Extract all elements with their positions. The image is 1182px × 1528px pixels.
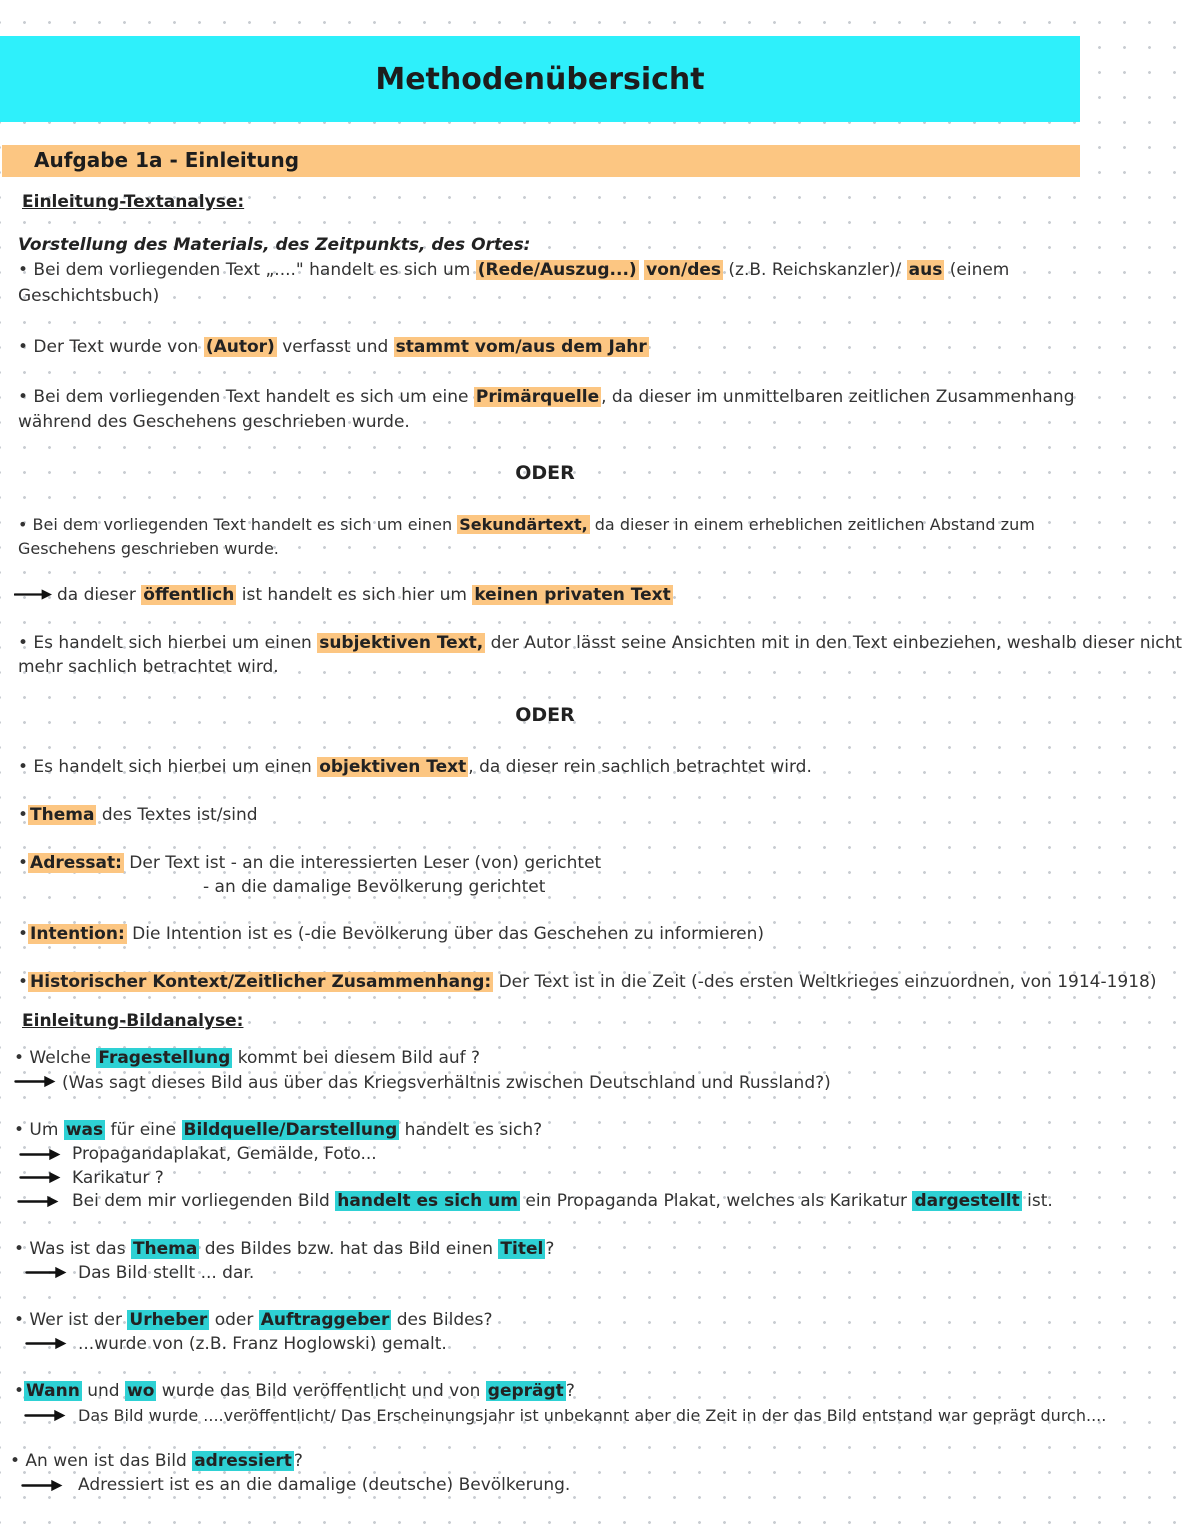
- arrow-icon: [24, 1337, 68, 1350]
- question-wann-wo: • Wann und wo wurde das Bild veröffentlicht und von geprägt ?: [14, 1381, 575, 1401]
- text-analysis-heading: Einleitung-Textanalyse:: [22, 192, 245, 212]
- question-adressiert: • An wen ist das Bild adressiert ?: [10, 1451, 303, 1471]
- highlight-jahr: stammt vom/aus dem Jahr: [395, 337, 647, 357]
- question-fragestellung: • Welche Fragestellung kommt bei diesem Bild auf ?: [14, 1048, 481, 1068]
- paragraph-objective: • Es handelt sich hierbei um einen objektiven Text , da dieser rein sachlich betrachtet wird.: [18, 757, 812, 777]
- highlight-adressiert: adressiert: [194, 1451, 292, 1471]
- paragraph-public: da dieser öffentlich ist handelt es sich hier um keinen privaten Text: [57, 585, 671, 605]
- oder-divider-1: ODER: [515, 462, 575, 484]
- question-thema: • Was ist das Thema des Bildes bzw. hat das Bild einen Titel ?: [14, 1239, 555, 1259]
- highlight-titel: Titel: [500, 1239, 544, 1259]
- highlight-aus: aus: [908, 260, 943, 280]
- arrow-icon: [16, 1148, 64, 1161]
- highlight-bild-thema: Thema: [132, 1239, 198, 1259]
- highlight-thema: Thema: [30, 805, 95, 825]
- highlight-kontext: Historischer Kontext/Zeitlicher Zusammenhang:: [30, 972, 492, 992]
- highlight-urheber: Urheber: [129, 1310, 208, 1330]
- answer-bildquelle-3: Bei dem mir vorliegenden Bild handelt es sich um ein Propaganda Plakat, welches als Karikatur dargestellt ist.: [72, 1191, 1053, 1211]
- section-header: [2, 145, 1080, 177]
- highlight-intention: Intention:: [30, 924, 125, 944]
- highlight-rede: (Rede/Auszug...): [477, 260, 637, 280]
- highlight-handelt: handelt es sich um: [337, 1191, 518, 1211]
- highlight-privat: keinen privaten Text: [474, 585, 671, 605]
- highlight-bildquelle: Bildquelle/Darstellung: [183, 1120, 398, 1140]
- highlight-objektiv: objektiven Text: [319, 757, 467, 777]
- question-bildquelle: • Um was für eine Bildquelle/Darstellung handelt es sich?: [14, 1120, 543, 1140]
- answer-wann-wo: Das Bild wurde ....veröffentlicht/ Das Erscheinungsjahr ist unbekannt aber die Zeit in der das Bild entstand war geprägt durch....: [78, 1406, 1107, 1425]
- paragraph-author: • Der Text wurde von (Autor) verfasst und stammt vom/aus dem Jahr: [18, 337, 647, 357]
- answer-urheber: ...wurde von (z.B. Franz Hoglowski) gemalt.: [78, 1334, 447, 1354]
- answer-bildquelle-1: Propagandaplakat, Gemälde, Foto...: [72, 1144, 377, 1164]
- highlight-von: von/des: [646, 260, 722, 280]
- paragraph-intention: • Intention: Die Intention ist es (-die Bevölkerung über das Geschehen zu informieren): [18, 924, 765, 944]
- image-analysis-heading: Einleitung-Bildanalyse:: [22, 1011, 244, 1031]
- highlight-fragestellung: Fragestellung: [98, 1048, 231, 1068]
- paragraph-kontext: • Historischer Kontext/Zeitlicher Zusammenhang: Der Text ist in die Zeit (-des ersten Weltkrieges einzuordnen, von 1914-1918): [18, 972, 1157, 992]
- highlight-wo: wo: [127, 1381, 155, 1401]
- answer-bildquelle-2: Karikatur ?: [72, 1168, 164, 1188]
- highlight-subjektiv: subjektiven Text,: [319, 633, 484, 653]
- highlight-was: was: [65, 1120, 104, 1140]
- page-title: Methodenübersicht: [375, 61, 705, 97]
- arrow-icon: [16, 1479, 68, 1492]
- oder-divider-2: ODER: [515, 704, 575, 726]
- answer-thema: Das Bild stellt ... dar.: [78, 1263, 255, 1283]
- highlight-gepraegt: geprägt: [487, 1381, 564, 1401]
- section-title: Aufgabe 1a - Einleitung: [34, 148, 300, 172]
- material-subheading: Vorstellung des Materials, des Zeitpunkts, des Ortes:: [18, 235, 531, 255]
- highlight-oeffentlich: öffentlich: [143, 585, 235, 605]
- arrow-icon: [14, 1075, 56, 1088]
- paragraph-thema: • Thema des Textes ist/sind: [18, 805, 258, 825]
- highlight-dargestellt: dargestellt: [914, 1191, 1020, 1211]
- arrow-icon: [14, 588, 52, 601]
- arrow-icon: [24, 1266, 68, 1279]
- arrow-icon: [16, 1171, 64, 1184]
- highlight-primaerquelle: Primärquelle: [475, 387, 600, 407]
- highlight-adressat: Adressat:: [30, 853, 122, 873]
- highlight-wann: Wann: [26, 1381, 80, 1401]
- question-urheber: • Wer ist der Urheber oder Auftraggeber des Bildes?: [14, 1310, 493, 1330]
- answer-fragestellung: (Was sagt dieses Bild aus über das Kriegsverhältnis zwischen Deutschland und Russland?): [62, 1073, 831, 1093]
- highlight-auftraggeber: Auftraggeber: [260, 1310, 390, 1330]
- highlight-sekundaertext: Sekundärtext,: [459, 515, 588, 534]
- answer-adressiert: Adressiert ist es an die damalige (deutsche) Bevölkerung.: [78, 1475, 571, 1495]
- arrow-icon: [22, 1409, 68, 1422]
- arrow-icon: [12, 1195, 64, 1208]
- highlight-autor: (Autor): [205, 337, 275, 357]
- title-bar: [0, 36, 1080, 122]
